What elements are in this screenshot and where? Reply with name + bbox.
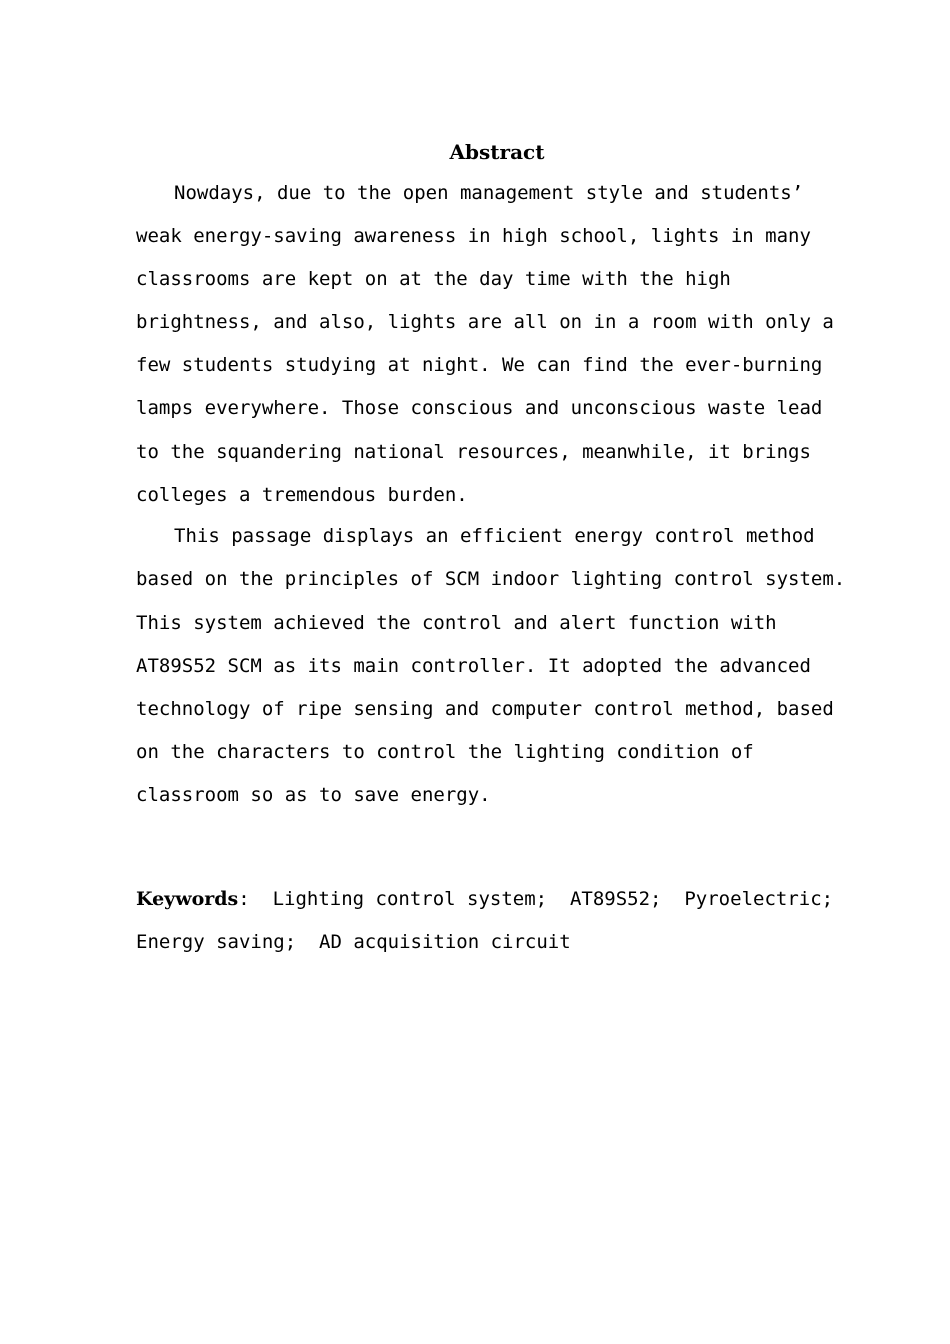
paragraph-1-line: colleges a tremendous burden. <box>136 484 468 506</box>
keywords-line <box>136 885 833 913</box>
paragraph-2-line: AT89S52 SCM as its main controller. It adopted the advanced <box>136 655 811 677</box>
paragraph-2-line: based on the principles of SCM indoor lighting control system. <box>136 568 846 590</box>
paragraph-1-line: lamps everywhere. Those conscious and unconscious waste lead <box>136 397 823 419</box>
keywords-list-part-1: : Lighting control system; AT89S52; Pyroelectric; <box>238 888 834 910</box>
paragraph-1-line: brightness, and also, lights are all on in a room with only a <box>136 311 834 333</box>
keywords-label: Keywords <box>136 888 239 910</box>
paragraph-2-line: classroom so as to save energy. <box>136 784 491 806</box>
abstract-title: Abstract <box>449 140 545 164</box>
keywords-line: Energy saving; AD acquisition circuit <box>136 931 571 953</box>
paragraph-2-line: on the characters to control the lighting condition of <box>136 741 754 763</box>
paragraph-2-line: This system achieved the control and alert function with <box>136 612 777 634</box>
paragraph-1-line: classrooms are kept on at the day time with the high <box>136 268 731 290</box>
paragraph-1-line: Nowdays, due to the open management style and students’ <box>174 182 804 204</box>
paragraph-2-line: technology of ripe sensing and computer control method, based <box>136 698 834 720</box>
paragraph-2-line: This passage displays an efficient energy control method <box>174 525 815 547</box>
paragraph-1-line: weak energy-saving awareness in high school, lights in many <box>136 225 811 247</box>
paragraph-1-line: to the squandering national resources, meanwhile, it brings <box>136 441 811 463</box>
paragraph-1-line: few students studying at night. We can find the ever-burning <box>136 354 823 376</box>
